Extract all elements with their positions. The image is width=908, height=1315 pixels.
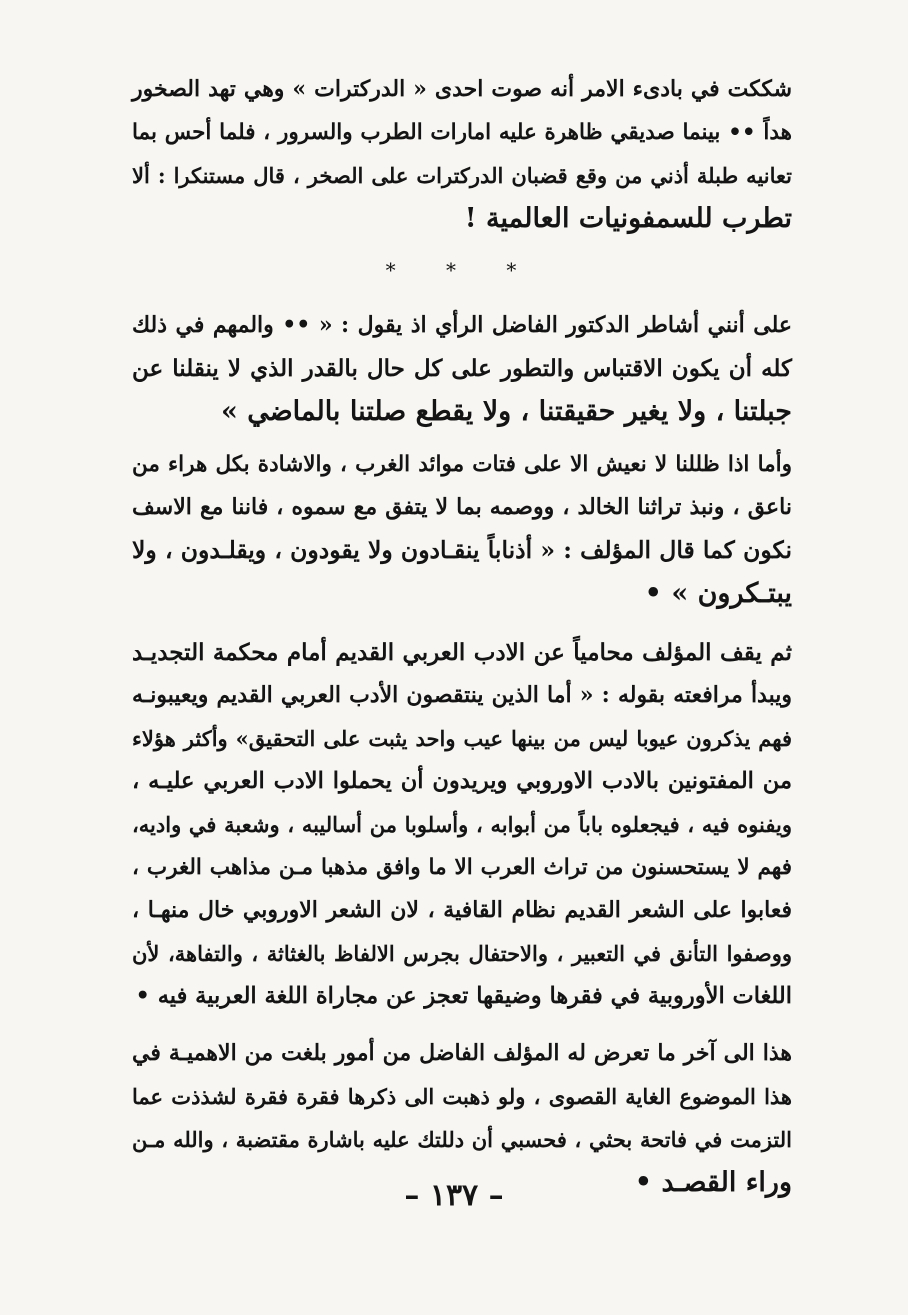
paragraph-4 (132, 631, 792, 1018)
text-line: كله أن يكون الاقتباس والتطور على كل حال بالقدر الذي لا ينقلنا عن (132, 355, 792, 382)
paragraph-2 (132, 304, 792, 433)
text-line: جبلتنا ، ولا يغير حقيقتنا ، ولا يقطع صلتنا بالماضي » (220, 396, 792, 427)
text-line: ناعق ، ونبذ تراثنا الخالد ، ووصمه بما لا يتفق مع سموه ، فاننا مع الاسف (132, 494, 792, 520)
text-line: من المفتونين بالادب الاوروبي ويريدون أن يحملوا الادب العربي عليـه ، (132, 768, 792, 794)
text-line: فعابوا على الشعر القديم نظام القافية ، لان الشعر الاوروبي خال منهـا ، (132, 897, 792, 923)
section-separator: * * * (385, 258, 539, 282)
text-line: ويبدأ مرافعته بقوله : « أما الذين ينتقصون الأدب العربي القديم ويعيبونـه (132, 682, 792, 708)
text-line: ثم يقف المؤلف محامياً عن الادب العربي القديم أمام محكمة التجديـد (132, 639, 792, 666)
paragraph-3 (132, 443, 792, 615)
text-line: التزمت في فاتحة بحثي ، فحسبي أن دللتك عليه باشارة مقتضبة ، والله مـن (132, 1127, 792, 1152)
text-line: نكون كما قال المؤلف : « أذناباً ينقـادون ولا يقودون ، ويقلـدون ، ولا (132, 536, 792, 564)
text-line: ووصفوا التأنق في التعبير ، والاحتفال بجرس الالفاظ بالغثاثة ، والتفاهة، لأن (132, 941, 792, 966)
text-line: فهم يذكرون عيوبا ليس من بينها عيب واحد يثبت على التحقيق» وأكثر هؤلاء (132, 726, 792, 751)
text-line: اللغات الأوروبية في فقرها وضيقها تعجز عن مجاراة اللغة العربية فيه • (135, 983, 792, 1009)
text-line: يبتـكرون » • (644, 578, 792, 609)
text-line: فهم لا يستحسنون من تراث العرب الا ما وافق مذهبا مـن مذاهب الغرب ، (132, 855, 792, 880)
page-body (132, 68, 792, 1204)
text-line: هذا الموضوع الغاية القصوى ، ولو ذهبت الى ذكرها فقرة فقرة لشذذت عما (132, 1084, 792, 1109)
paragraph-1 (132, 68, 792, 240)
text-line: وراء القصـد • (634, 1167, 792, 1198)
text-line: على أنني أشاطر الدكتور الفاضل الرأي اذ يقول : « •• والمهم في ذلك (132, 312, 792, 338)
text-line: وأما اذا ظللنا لا نعيش الا على فتات موائد الغرب ، والاشادة بكل هراء من (132, 452, 792, 477)
text-line: هذا الى آخر ما تعرض له المؤلف الفاضل من أمور بلغت من الاهميـة في (132, 1040, 792, 1066)
text-line: ويفنوه فيه ، فيجعلوه باباً من أبوابه ، وأسلوبا من أساليبه ، وشعبة في واديه، (132, 812, 792, 837)
page-number: – ١٣٧ – (404, 1178, 504, 1213)
text-line: تعانيه طبلة أذني من وقع قضبان الدركترات على الصخر ، قال مستنكرا : ألا (132, 163, 792, 188)
text-line: تطرب للسمفونيات العالمية ! (464, 203, 792, 234)
text-line: هداً •• بينما صديقي ظاهرة عليه امارات الطرب والسرور ، فلما أحس بما (132, 120, 792, 145)
text-line: شككت في بادىء الامر أنه صوت احدى « الدركترات » وهي تهد الصخور (132, 76, 792, 102)
